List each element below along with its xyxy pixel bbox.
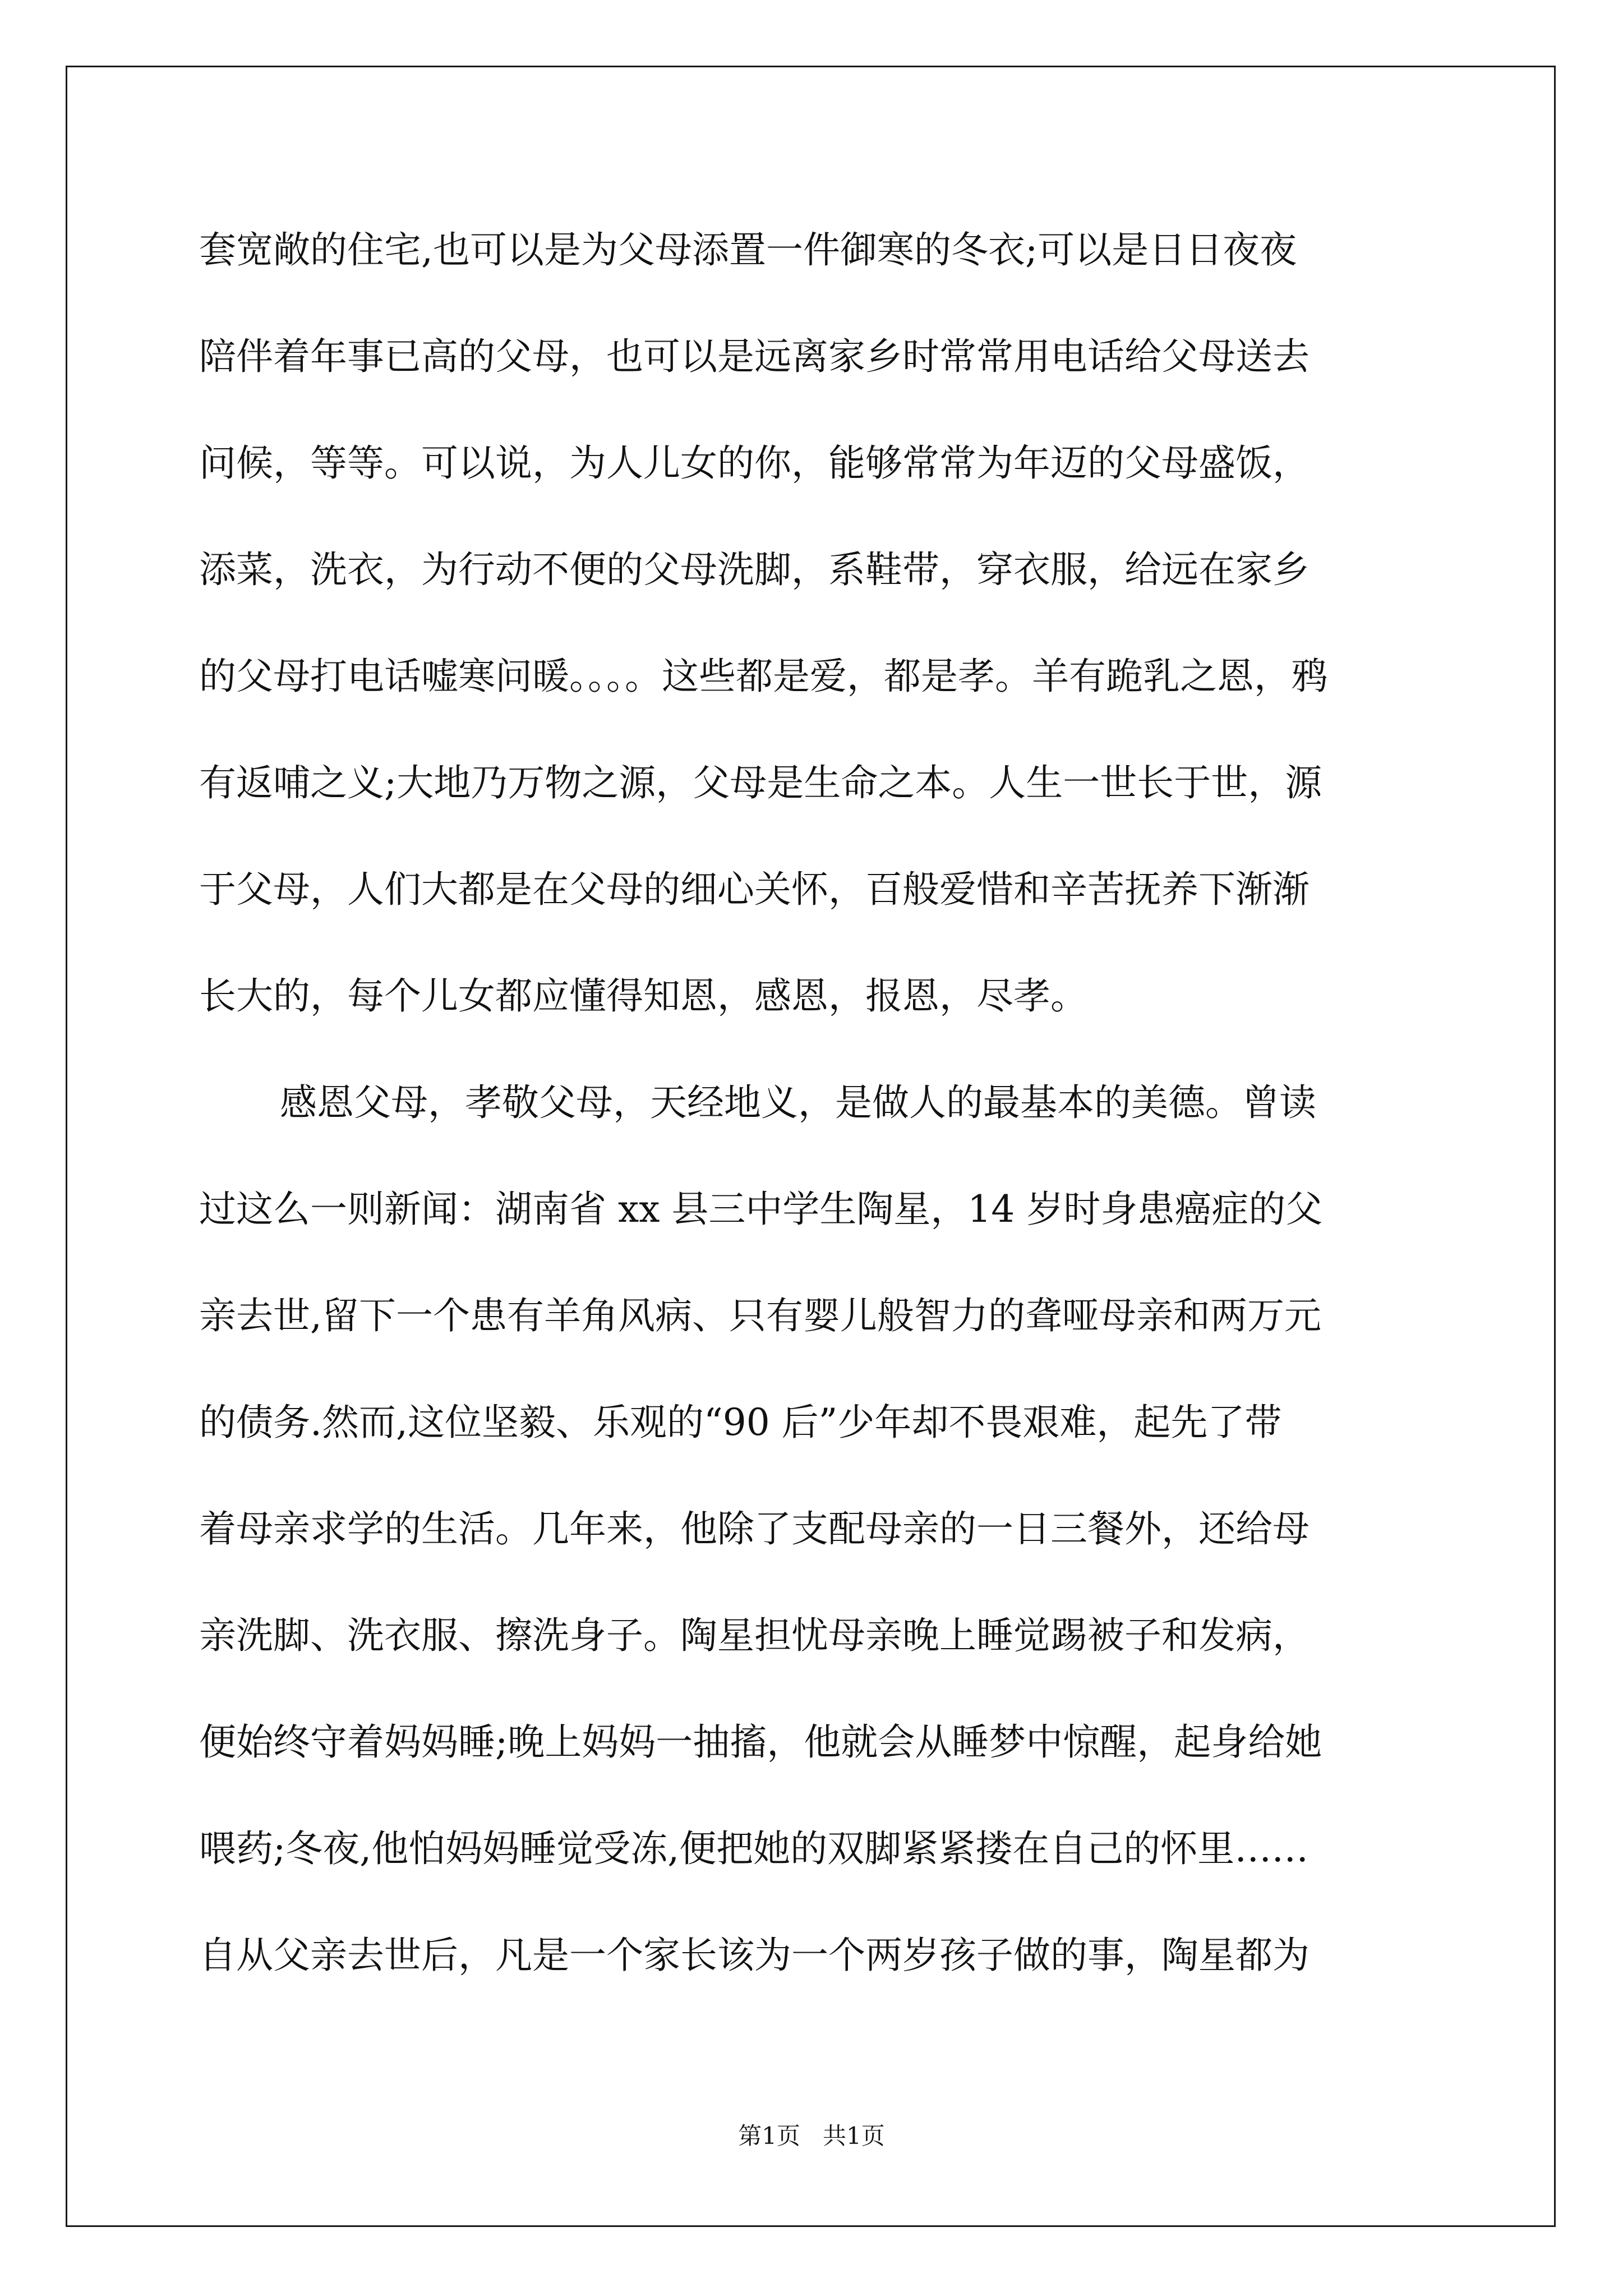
text-line: 有返哺之义;大地乃万物之源，父母是生命之本。人生一世长于世，源 [199,761,1322,804]
paragraph-1 [199,223,1433,1076]
text-line: 套宽敞的住宅,也可以是为父母添置一件御寒的冬衣;可以是日日夜夜 [199,228,1297,272]
text-line: 喂药;冬夜,他怕妈妈睡觉受冻,便把她的双脚紧紧搂在自己的怀里…… [199,1827,1309,1870]
text-line: 着母亲求学的生活。几年来，他除了支配母亲的一日三餐外，还给母 [199,1507,1310,1550]
page-number-footer: 第1页 共1页 [738,2122,885,2150]
text-line: 自从父亲去世后，凡是一个家长该为一个两岁孩子做的事，陶星都为 [199,1934,1310,1977]
text-line: 过这么一则新闻：湖南省 xx 县三中学生陶星，14 岁时身患癌症的父 [199,1188,1323,1231]
text-line: 的父母打电话嘘寒问暖。。。。这些都是爱，都是孝。羊有跪乳之恩，鸦 [199,655,1328,698]
text-line: 感恩父母，孝敬父母，天经地义，是做人的最基本的美德。曾读 [280,1081,1316,1124]
document-body [199,223,1433,2035]
paragraph-2 [199,1076,1433,2035]
text-line: 便始终守着妈妈睡;晚上妈妈一抽搐，他就会从睡梦中惊醒，起身给她 [199,1720,1322,1764]
text-line: 亲洗脚、洗衣服、擦洗身子。陶星担忧母亲晚上睡觉踢被子和发病， [199,1614,1310,1657]
text-line: 的债务.然而,这位坚毅、乐观的“90 后”少年却不畏艰难，起先了带 [199,1401,1282,1444]
text-line: 于父母，人们大都是在父母的细心关怀，百般爱惜和辛苦抚养下渐渐 [199,868,1310,911]
text-line: 陪伴着年事已高的父母，也可以是远离家乡时常常用电话给父母送去 [199,335,1310,378]
text-line: 长大的，每个儿女都应懂得知恩，感恩，报恩，尽孝。 [199,974,1087,1018]
text-line: 亲去世,留下一个患有羊角风病、只有婴儿般智力的聋哑母亲和两万元 [199,1294,1321,1337]
text-line: 添菜，洗衣，为行动不便的父母洗脚，系鞋带，穿衣服，给远在家乡 [199,548,1310,591]
text-line: 问候，等等。可以说，为人儿女的你，能够常常为年迈的父母盛饭， [199,441,1310,485]
